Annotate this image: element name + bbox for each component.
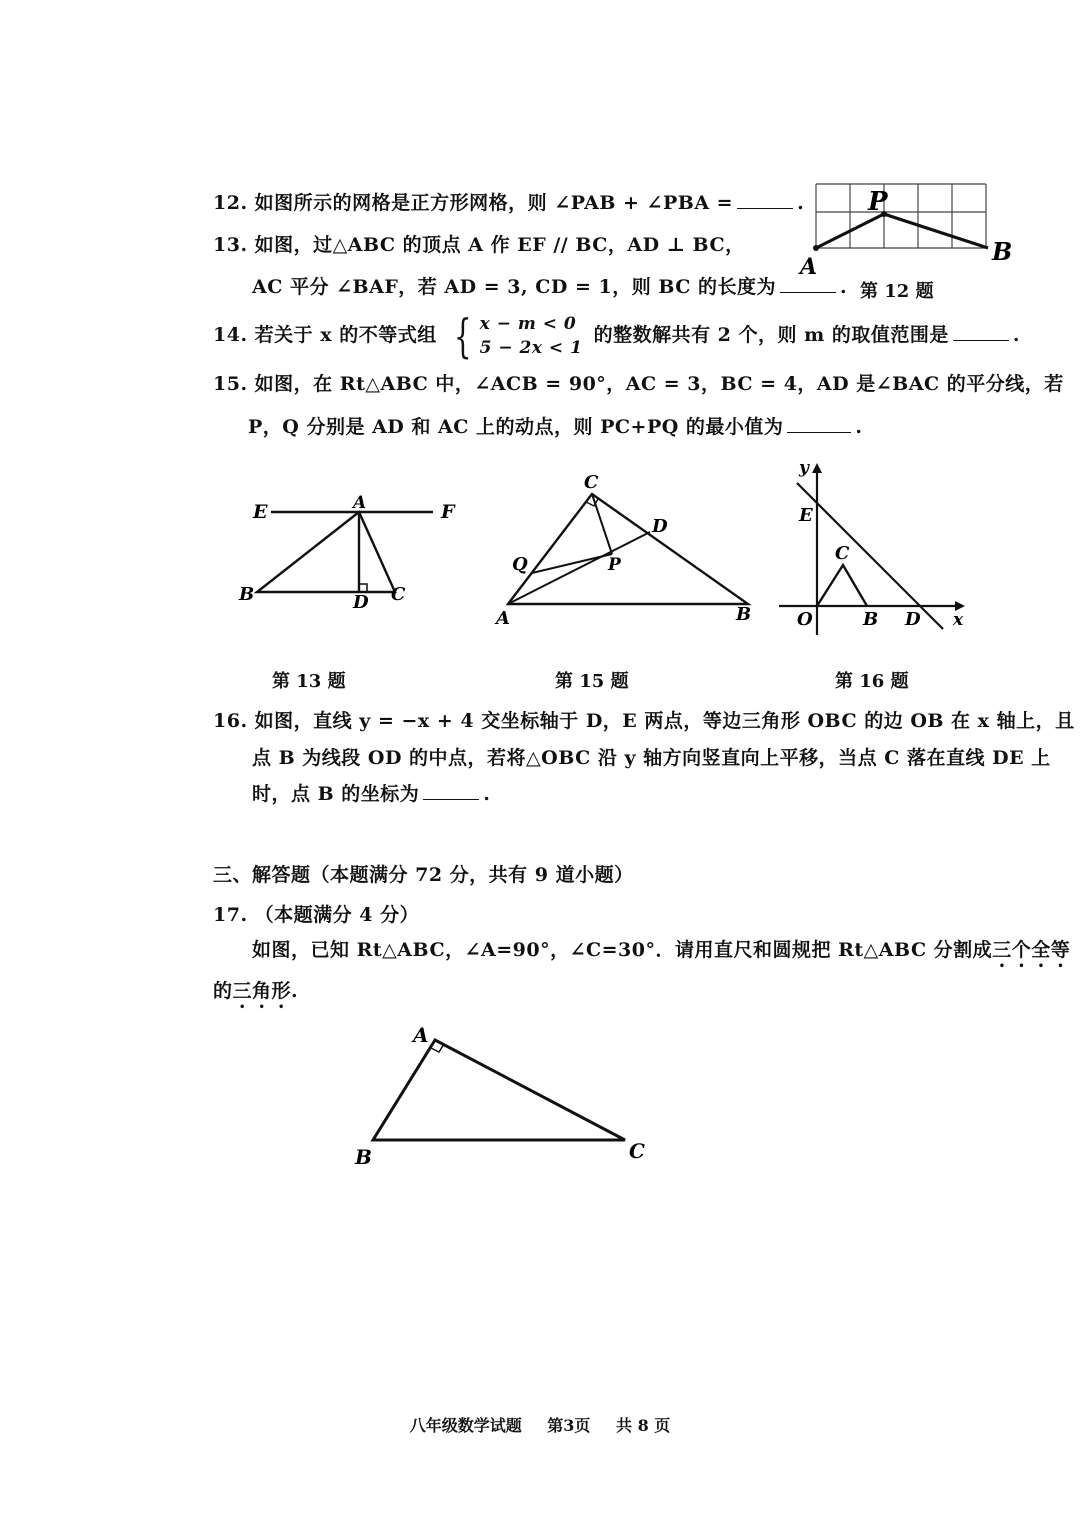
figure-13 [235, 490, 465, 615]
label-c-15: C [584, 472, 599, 493]
point-a [813, 245, 819, 251]
question-16-line1: 16. 如图，直线 y = −x + 4 交坐标轴于 D，E 两点，等边三角形 OBC 的边 OB 在 x 轴上，且 [213, 710, 1075, 732]
label-x: x [953, 610, 964, 630]
label-b: B [992, 237, 1013, 266]
label-q: Q [512, 554, 528, 575]
question-15-line2-text: P，Q 分别是 AD 和 AC 上的动点，则 PC+PQ 的最小值为 [248, 416, 784, 438]
triangle-abc-17 [373, 1040, 625, 1140]
label-d-15: D [652, 516, 668, 537]
question-13-line2-text: AC 平分 ∠BAF，若 AD = 3, CD = 1，则 BC 的长度为 [252, 276, 776, 298]
question-12 [213, 188, 804, 215]
label-p: P [868, 187, 888, 217]
question-15-end: . [855, 416, 863, 438]
system-brace: { [453, 309, 472, 363]
question-14-end: . [1012, 324, 1020, 346]
question-16-line2: 点 B 为线段 OD 的中点，若将△OBC 沿 y 轴方向竖直向上平移，当点 C 落在直线 DE 上 [252, 747, 1051, 769]
label-d-13: D [353, 592, 369, 613]
question-17-end: . [291, 980, 299, 1002]
label-a-15: A [496, 608, 510, 629]
label-a-13: A [353, 493, 367, 513]
question-15-line1: 15. 如图，在 Rt△ABC 中，∠ACB = 90°，AC = 3，BC = 4，AD 是∠BAC 的平分线，若 [213, 373, 1064, 395]
question-15-line2 [248, 412, 863, 439]
question-14-before: 14. 若关于 x 的不等式组 [213, 324, 437, 346]
bisector-ad [508, 532, 650, 604]
question-13-line2 [252, 272, 847, 299]
answer-blank-16 [423, 783, 479, 800]
figure-12 [790, 172, 1030, 277]
question-17-head: 17. （本题满分 4 分） [213, 904, 420, 926]
label-b-15: B [736, 604, 752, 625]
question-13-line1: 13. 如图，过△ABC 的顶点 A 作 EF // BC，AD ⊥ BC， [213, 234, 745, 256]
caption-16: 第 16 题 [835, 671, 909, 692]
footer-page-number: 第3页 [547, 1416, 591, 1435]
question-13-end: . [839, 276, 848, 298]
question-16-line3-text: 时，点 B 的坐标为 [252, 783, 420, 805]
question-12-text: 12. 如图所示的网格是正方形网格，则 ∠PAB + ∠PBA = [213, 192, 734, 214]
question-14-after: 的整数解共有 2 个，则 m 的取值范围是 [593, 324, 949, 346]
footer-title: 八年级数学试题 [409, 1416, 522, 1435]
label-f: F [441, 501, 455, 523]
question-17-line2-text: 的 [213, 980, 233, 1002]
figure-16 [775, 455, 975, 635]
inequality-row-1: x − m < 0 [479, 314, 577, 334]
label-p-15: P [608, 555, 621, 575]
caption-15: 第 15 题 [555, 671, 629, 692]
section-3-heading: 三、解答题（本题满分 72 分，共有 9 道小题） [213, 864, 634, 886]
inequality-row-2: 5 − 2x < 1 [479, 338, 583, 358]
footer-total-pages: 共 8 页 [616, 1416, 671, 1435]
question-16-end: . [483, 783, 491, 805]
question-16-line3 [252, 779, 490, 806]
question-17-line1-text: 如图，已知 Rt△ABC，∠A=90°，∠C=30°．请用直尺和圆规把 Rt△ABC 分割成 [252, 939, 993, 961]
label-c-16: C [835, 543, 850, 564]
triangle-abc-15 [508, 494, 748, 604]
y-axis-arrow [812, 463, 822, 473]
label-d-16: D [905, 609, 921, 630]
triangle-obc [817, 565, 867, 606]
figure-15 [490, 466, 760, 631]
triangle-abc-13 [257, 512, 395, 592]
question-14 [213, 309, 1020, 363]
label-b-13: B [239, 584, 255, 605]
label-o: O [797, 609, 813, 630]
label-a: A [800, 254, 818, 277]
question-17-line2 [213, 976, 298, 1013]
figure-12-triangle [816, 214, 988, 248]
answer-blank-14 [953, 324, 1009, 341]
answer-blank-13 [780, 276, 836, 293]
label-b-17: B [355, 1145, 372, 1169]
right-angle-mark-13 [359, 584, 367, 592]
caption-12: 第 12 题 [860, 281, 934, 302]
emphasis-congruent: 三个全等 [992, 939, 1071, 961]
answer-blank-12 [737, 192, 793, 209]
inequality-system [448, 309, 583, 363]
caption-13: 第 13 题 [272, 671, 346, 692]
question-17-line1 [252, 935, 1070, 972]
label-a-17: A [413, 1023, 429, 1047]
label-y: y [799, 458, 809, 478]
emphasis-triangle: 三角形 [232, 980, 292, 1002]
answer-blank-15 [787, 416, 851, 433]
question-12-end: . [797, 192, 805, 214]
label-e: E [253, 501, 268, 523]
label-b-16: B [863, 609, 879, 630]
label-c-17: C [629, 1139, 645, 1163]
page-footer [0, 1413, 1080, 1436]
label-c-13: C [391, 584, 406, 605]
figure-17 [345, 1018, 665, 1173]
label-e-16: E [799, 505, 813, 526]
